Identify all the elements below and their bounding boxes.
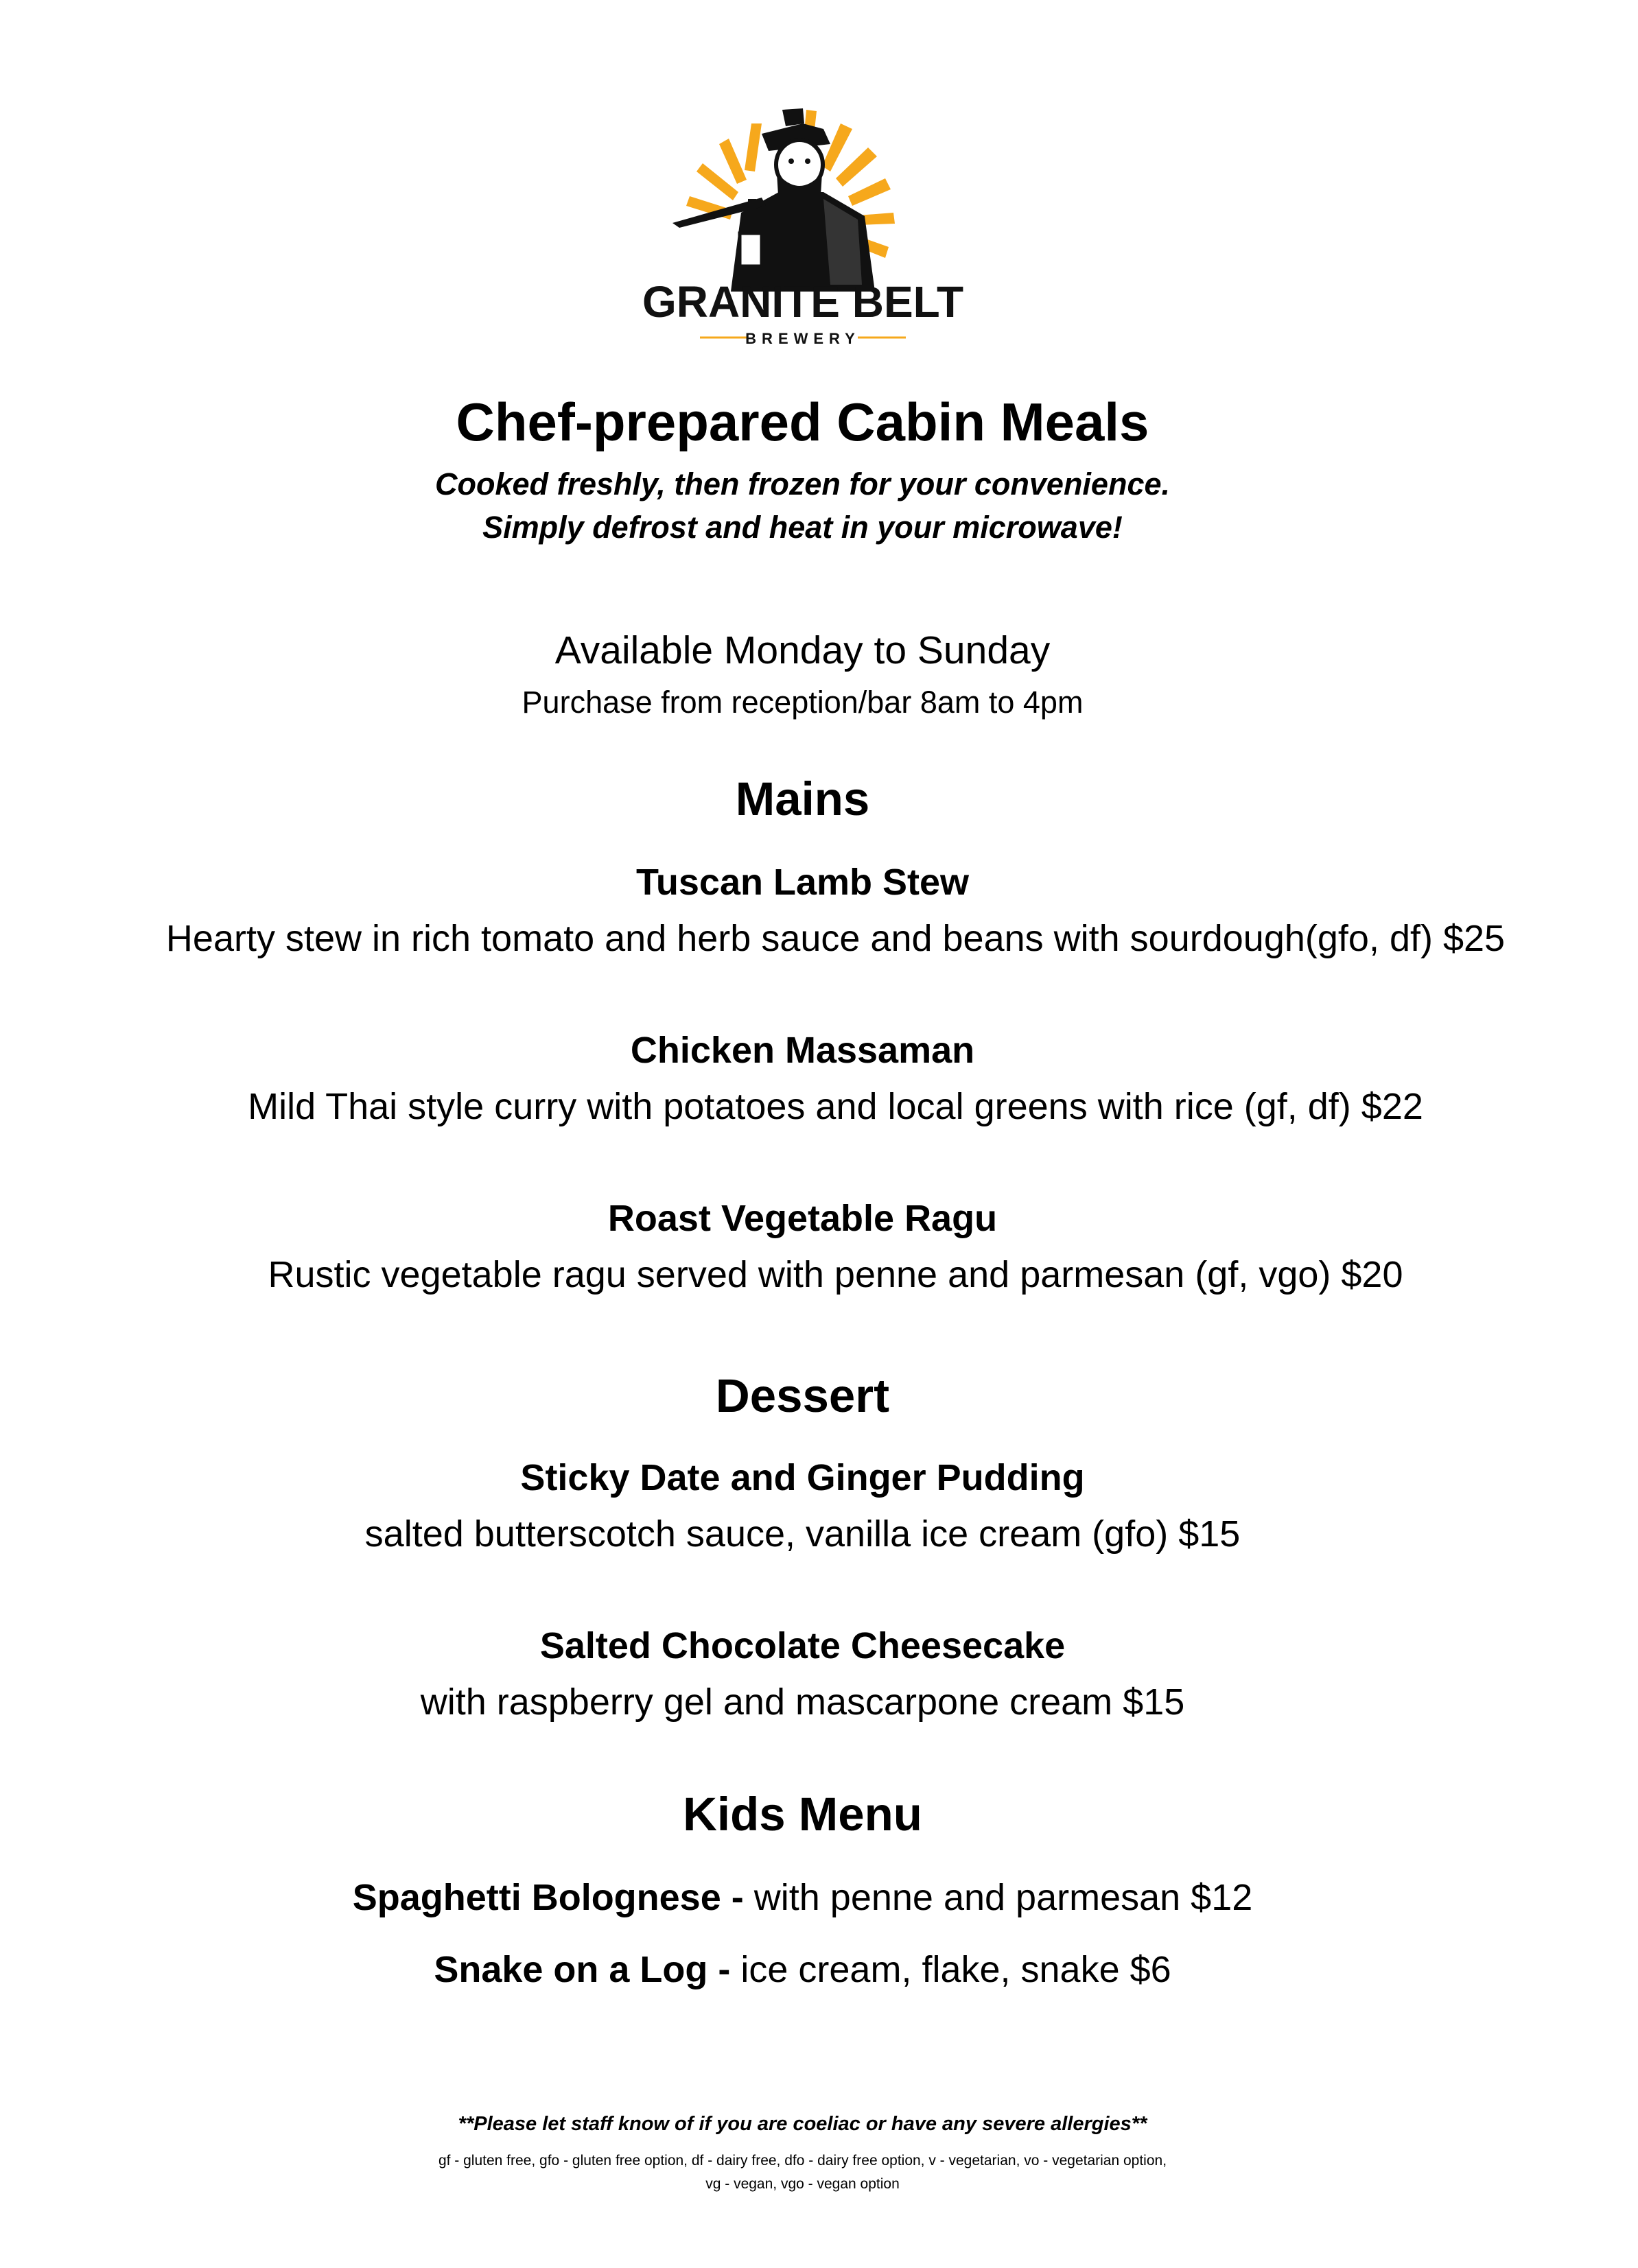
menu-item-name: Tuscan Lamb Stew: [635, 862, 970, 903]
menu-item-description: salted butterscotch sauce, vanilla ice cream (gfo) $15: [364, 1513, 1241, 1555]
logo-subtext: BREWERY: [745, 330, 861, 347]
kids-menu-item: [0, 1948, 1605, 1991]
section-heading-dessert: Dessert: [715, 1369, 890, 1422]
availability-text: Available Monday to Sunday: [554, 628, 1051, 672]
page-title: Chef-prepared Cabin Meals: [456, 392, 1149, 452]
menu-item-name: Roast Vegetable Ragu: [607, 1198, 998, 1239]
kids-item-description: with penne and parmesan $12: [743, 1877, 1253, 1918]
logo-text: GRANITE BELT: [642, 277, 964, 327]
menu-item-name: Sticky Date and Ginger Pudding: [520, 1457, 1085, 1498]
menu-item-description: Mild Thai style curry with potatoes and local greens with rice (gf, df) $22: [248, 1086, 1423, 1127]
kids-menu-item: [0, 1876, 1605, 1919]
section-heading-kids: Kids Menu: [683, 1788, 922, 1841]
menu-item-name: Salted Chocolate Cheesecake: [539, 1625, 1066, 1666]
granite-belt-brewery-logo: [642, 96, 964, 350]
menu-item-description: with raspberry gel and mascarpone cream $15: [420, 1681, 1185, 1723]
dietary-legend-line-1: gf - gluten free, gfo - gluten free option, df - dairy free, dfo - dairy free option, v - vegetarian, vo - vegetarian option,: [438, 2153, 1167, 2169]
menu-item-name: Chicken Massaman: [630, 1030, 975, 1071]
section-heading-mains: Mains: [735, 772, 870, 825]
subtitle-line-2: Simply defrost and heat in your microwave!: [482, 510, 1123, 545]
purchase-info: Purchase from reception/bar 8am to 4pm: [522, 685, 1084, 720]
allergy-note: **Please let staff know of if you are coeliac or have any severe allergies**: [458, 2113, 1147, 2135]
menu-item-description: Hearty stew in rich tomato and herb sauce and beans with sourdough(gfo, df) $25: [165, 918, 1506, 959]
kids-item-name: Spaghetti Bolognese -: [352, 1877, 744, 1918]
kids-item-name: Snake on a Log -: [434, 1949, 731, 1990]
menu-item-description: Rustic vegetable ragu served with penne and parmesan (gf, vgo) $20: [268, 1254, 1403, 1295]
dietary-legend-line-2: vg - vegan, vgo - vegan option: [705, 2176, 900, 2192]
kids-item-description: ice cream, flake, snake $6: [730, 1949, 1171, 1990]
subtitle-line-1: Cooked freshly, then frozen for your convenience.: [434, 466, 1171, 501]
